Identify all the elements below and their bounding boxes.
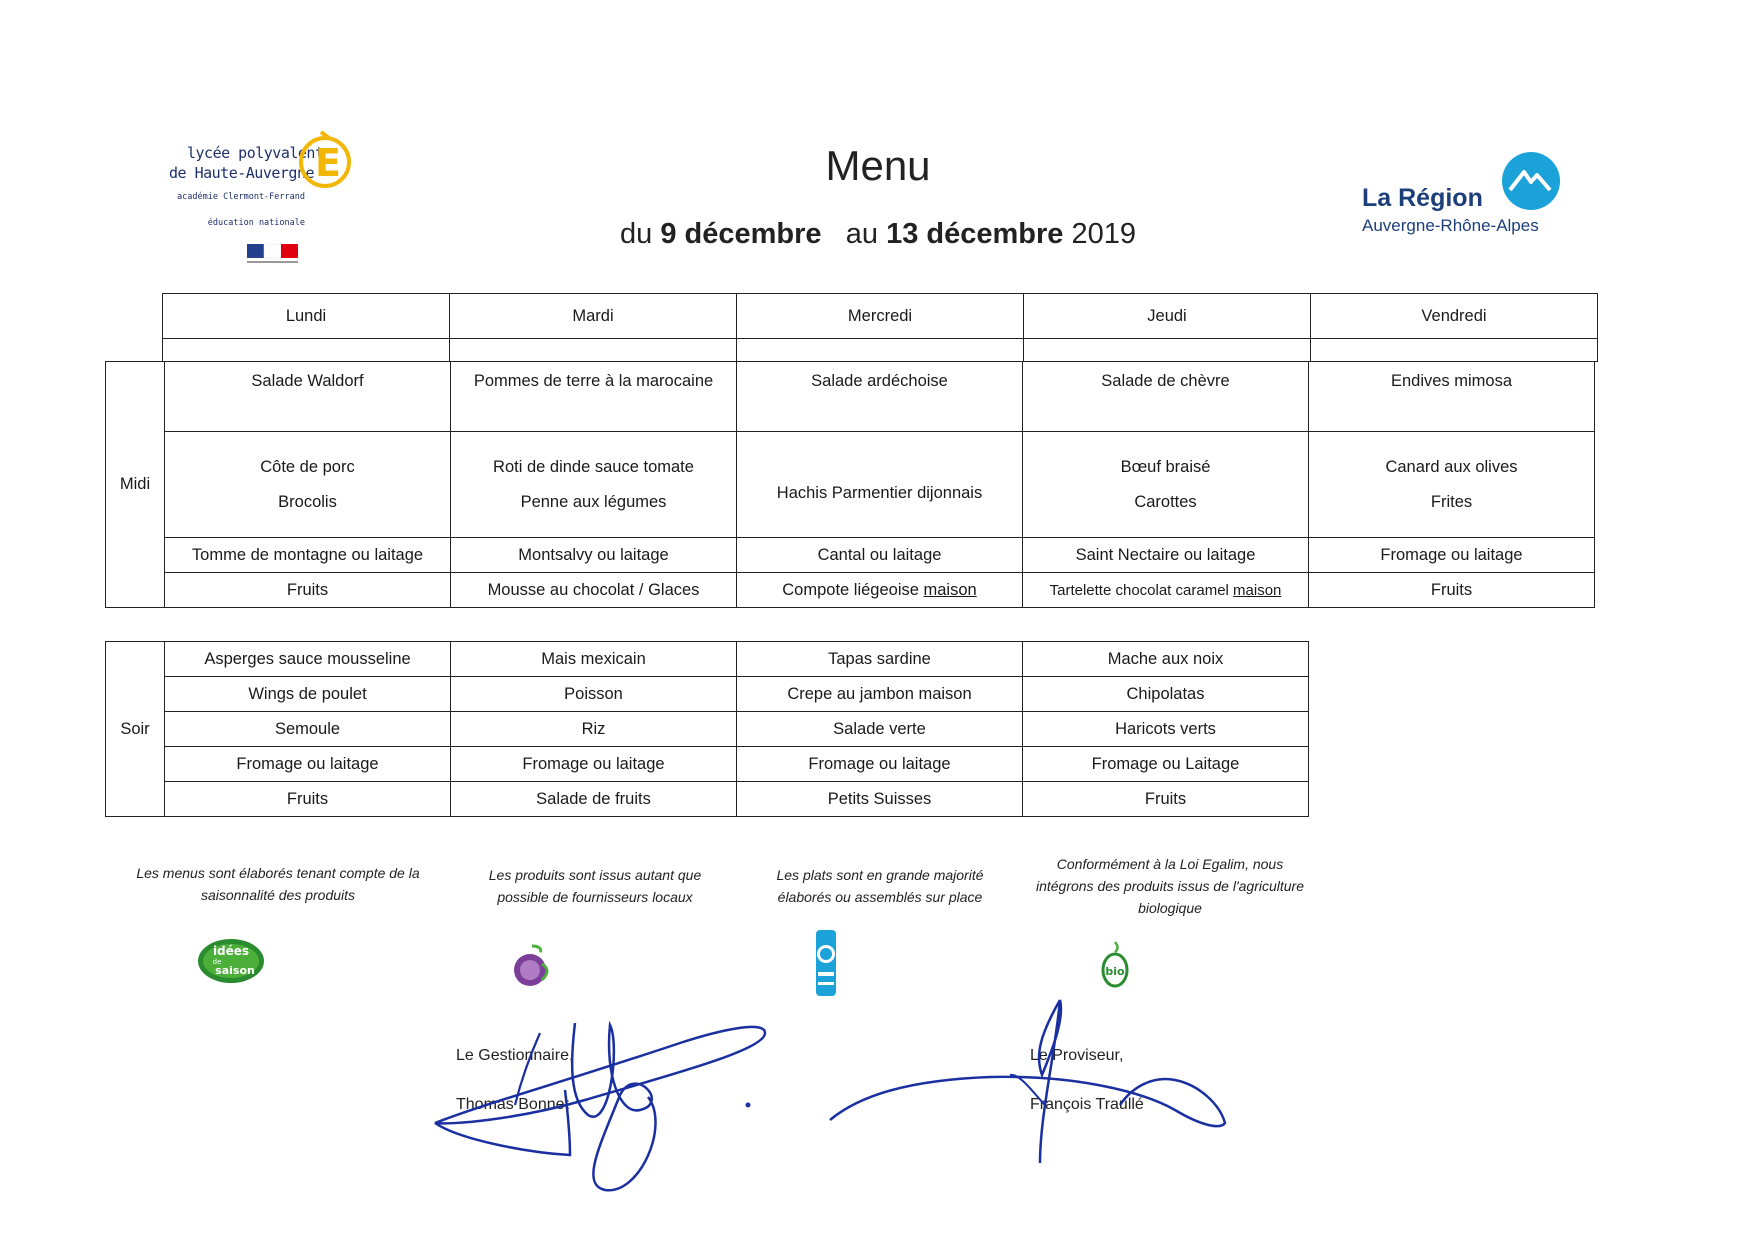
idees-de-saison-badge-icon: [195, 936, 267, 986]
midi-plat-lundi: Côte de porc Brocolis: [165, 432, 451, 538]
midi-dessert-mardi: Mousse au chocolat / Glaces: [451, 573, 737, 608]
proviseur-signature: [820, 995, 1240, 1170]
proviseur-name: François Traullé: [1030, 1096, 1144, 1113]
soir-cell: Wings de poulet: [165, 677, 451, 712]
note-saisonnalite: Les menus sont élaborés tenant compte de la saisonnalité des produits: [136, 865, 420, 903]
midi-entree-mardi: Pommes de terre à la marocaine: [451, 362, 737, 432]
soir-cell: Mache aux noix: [1023, 642, 1309, 677]
midi-plat-jeudi: Bœuf braisé Carottes: [1023, 432, 1309, 538]
midi-label: Midi: [106, 362, 165, 608]
school-name-line2: de Haute-Auvergne: [169, 164, 315, 182]
note-plats-maison: Les plats sont en grande majorité élaborés ou assemblés sur place: [776, 867, 984, 905]
proviseur-role: Le Proviseur,: [1030, 1047, 1124, 1064]
region-subtitle: Auvergne-Rhône-Alpes: [1362, 216, 1539, 235]
day-header-vendredi: Vendredi: [1311, 294, 1598, 339]
midi-fromage-jeudi: Saint Nectaire ou laitage: [1023, 538, 1309, 573]
date-range: du 9 décembre au 13 décembre 2019: [620, 218, 1136, 250]
day-header-lundi: Lundi: [163, 294, 450, 339]
soir-cell: Fromage ou laitage: [737, 747, 1023, 782]
soir-cell: Fromage ou laitage: [165, 747, 451, 782]
midi-plat-mardi: Roti de dinde sauce tomate Penne aux légumes: [451, 432, 737, 538]
soir-cell: Chipolatas: [1023, 677, 1309, 712]
note-egalim: Conformément à la Loi Egalim, nous intégrons des produits issus de l'agriculture biologique: [1035, 856, 1305, 916]
ministere-text: éducation nationale: [207, 218, 305, 228]
svg-text:de: de: [212, 958, 222, 966]
days-header-table: [162, 293, 1598, 362]
soir-cell: Petits Suisses: [737, 782, 1023, 817]
soir-cell: Salade de fruits: [451, 782, 737, 817]
soir-cell: Fromage ou laitage: [451, 747, 737, 782]
svg-text:saison: saison: [215, 964, 255, 977]
soir-cell: Asperges sauce mousseline: [165, 642, 451, 677]
soir-cell: Poisson: [451, 677, 737, 712]
midi-entree-mercredi: Salade ardéchoise: [737, 362, 1023, 432]
midi-dessert-jeudi: Tartelette chocolat caramel maison: [1023, 573, 1309, 608]
soir-cell: Crepe au jambon maison: [737, 677, 1023, 712]
midi-fromage-vendredi: Fromage ou laitage: [1309, 538, 1595, 573]
soir-cell: Fromage ou Laitage: [1023, 747, 1309, 782]
soir-cell: Mais mexicain: [451, 642, 737, 677]
midi-fromage-lundi: Tomme de montagne ou laitage: [165, 538, 451, 573]
soir-cell: Tapas sardine: [737, 642, 1023, 677]
soir-cell: Fruits: [165, 782, 451, 817]
midi-entree-vendredi: Endives mimosa: [1309, 362, 1595, 432]
svg-text:idées: idées: [212, 944, 250, 958]
soir-cell: Riz: [451, 712, 737, 747]
svg-text:E: E: [315, 141, 341, 185]
note-fournisseurs: Les produits sont issus autant que possible de fournisseurs locaux: [488, 867, 702, 905]
midi-menu-table: [105, 361, 1595, 608]
svg-text:bio: bio: [1105, 965, 1125, 978]
soir-menu-table: [105, 641, 1309, 817]
soir-cell: Fruits: [1023, 782, 1309, 817]
produits-locaux-badge-icon: [510, 940, 554, 992]
soir-cell: Haricots verts: [1023, 712, 1309, 747]
midi-entree-lundi: Salade Waldorf: [165, 362, 451, 432]
gestionnaire-role: Le Gestionnaire,: [456, 1047, 574, 1064]
soir-cell: Salade verte: [737, 712, 1023, 747]
soir-cell: Semoule: [165, 712, 451, 747]
bio-badge-icon: [1100, 940, 1130, 994]
midi-plat-mercredi: Hachis Parmentier dijonnais: [737, 432, 1023, 538]
midi-entree-jeudi: Salade de chèvre: [1023, 362, 1309, 432]
academie-text: académie Clermont-Ferrand: [177, 192, 305, 202]
soir-label: Soir: [106, 642, 165, 817]
gestionnaire-name: Thomas Bonnet: [456, 1096, 569, 1113]
midi-fromage-mardi: Montsalvy ou laitage: [451, 538, 737, 573]
region-name: La Région: [1362, 184, 1483, 212]
day-header-jeudi: Jeudi: [1024, 294, 1311, 339]
midi-dessert-lundi: Fruits: [165, 573, 451, 608]
midi-dessert-mercredi: Compote liégeoise maison: [737, 573, 1023, 608]
day-header-mardi: Mardi: [450, 294, 737, 339]
day-header-mercredi: Mercredi: [737, 294, 1024, 339]
midi-fromage-mercredi: Cantal ou laitage: [737, 538, 1023, 573]
midi-dessert-vendredi: Fruits: [1309, 573, 1595, 608]
fait-maison-badge-icon: [812, 928, 840, 998]
school-name-line1: lycée polyvalent: [187, 144, 324, 162]
midi-plat-vendredi: Canard aux olives Frites: [1309, 432, 1595, 538]
page-title: Menu: [825, 142, 931, 189]
gestionnaire-signature: [420, 1005, 780, 1200]
